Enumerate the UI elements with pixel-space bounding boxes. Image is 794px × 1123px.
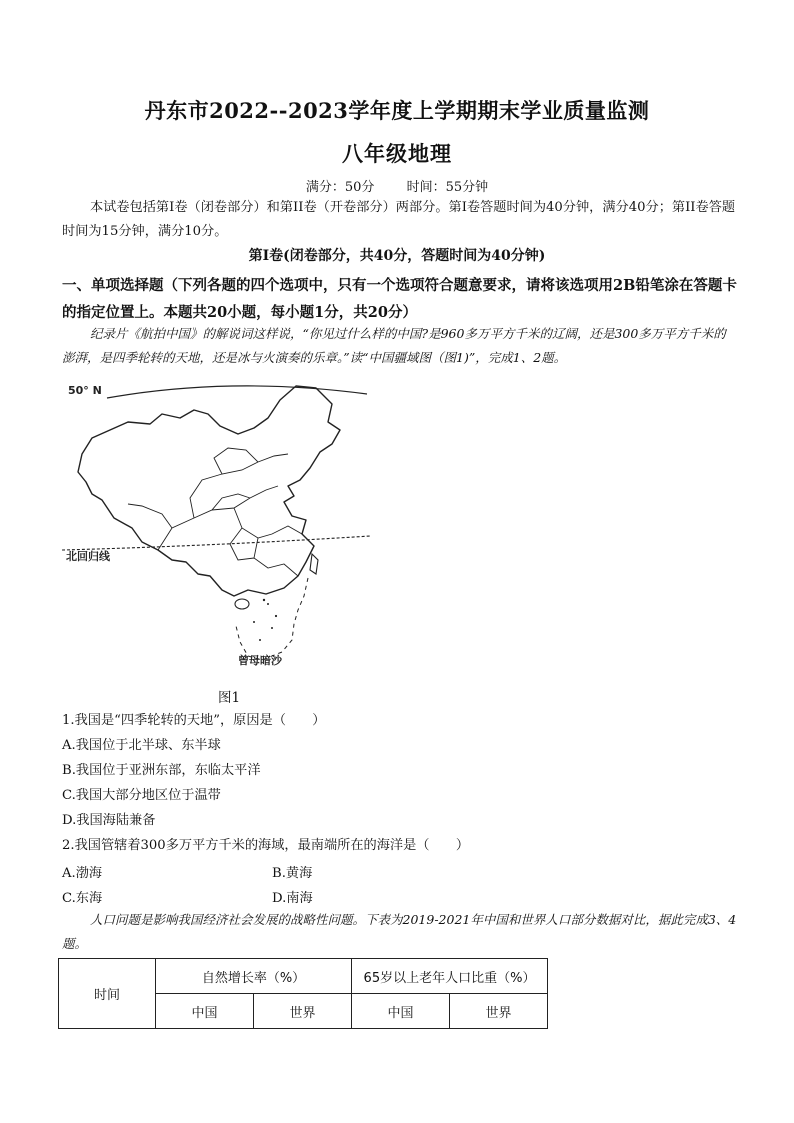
tropic-label: 北回归线 <box>66 550 110 563</box>
question-2-stem: 2.我国管辖着300多万平方千米的海域，最南端所在的海洋是（ ） <box>62 838 470 853</box>
table-subheader: 中国 <box>352 994 450 1029</box>
south-china-sea-islands <box>253 599 277 641</box>
question-2-option-c[interactable]: C.东海 <box>62 891 103 906</box>
exam-title: 丹东市2022--2023学年度上学期期末学业质量监测 <box>144 98 650 123</box>
question-2-option-b[interactable]: B.黄海 <box>272 866 313 881</box>
table-subheader: 中国 <box>156 994 254 1029</box>
quote-paragraph: 纪录片《航拍中国》的解说词这样说，“你见过什么样的中国?是960多万平方千米的辽阔，还是300多万平方千米的澎湃，是四季轮转的天地，还是冰与火演奏的乐章。”读“中国疆域图（图1)”，完成1、2题。 <box>62 326 726 365</box>
table-subheader: 世界 <box>450 994 548 1029</box>
table-header-aging: 65岁以上老年人口比重（%） <box>352 959 548 994</box>
taiwan-island <box>310 554 318 574</box>
question-1-stem: 1.我国是“四季轮转的天地”，原因是（ ） <box>62 713 326 728</box>
hainan-island <box>235 599 249 609</box>
question-2-option-a[interactable]: A.渤海 <box>62 866 103 881</box>
exam-subtitle: 八年级地理 <box>342 141 452 166</box>
section1-heading: 一、单项选择题（下列各题的四个选项中，只有一个选项符合题意要求，请将该选项用2B铅笔涂在答题卡的指定位置上。本题共20小题，每小题1分，共20分） <box>62 277 737 321</box>
question-1-option-b[interactable]: B.我国位于亚洲东部，东临太平洋 <box>62 763 261 778</box>
table-row <box>59 959 548 994</box>
china-map-figure <box>62 378 372 678</box>
exam-meta <box>0 176 794 195</box>
exam-time: 时间：55分钟 <box>406 180 489 195</box>
latitude-50n-line <box>107 386 367 398</box>
question-2-option-d[interactable]: D.南海 <box>272 891 313 906</box>
figure-caption: 图1 <box>218 690 241 706</box>
latitude-label: 50° N <box>68 384 102 397</box>
china-outline <box>78 386 340 596</box>
question-1-option-a[interactable]: A.我国位于北半球、东半球 <box>62 738 221 753</box>
part1-heading: 第I卷(闭卷部分，共40分，答题时间为40分钟) <box>248 248 546 264</box>
shoal-label: 曾母暗沙 <box>238 654 282 667</box>
intro-paragraph: 本试卷包括第I卷（闭卷部分）和第II卷（开卷部分）两部分。第I卷答题时间为40分钟，满分40分；第II卷答题时间为15分钟，满分10分。 <box>62 200 736 239</box>
question-1-option-c[interactable]: C.我国大部分地区位于温带 <box>62 788 221 803</box>
full-score: 满分：50分 <box>305 180 375 195</box>
population-table <box>58 958 548 1029</box>
tropic-of-cancer-line <box>62 536 370 550</box>
question-1-option-d[interactable]: D.我国海陆兼备 <box>62 813 156 828</box>
table-header-time: 时间 <box>59 959 156 1029</box>
table-header-growth: 自然增长率（%） <box>156 959 352 994</box>
population-intro: 人口问题是影响我国经济社会发展的战略性问题。下表为2019-2021年中国和世界人口部分数据对比，据此完成3、4题。 <box>62 912 737 951</box>
province-lines <box>128 448 302 576</box>
table-subheader: 世界 <box>254 994 352 1029</box>
